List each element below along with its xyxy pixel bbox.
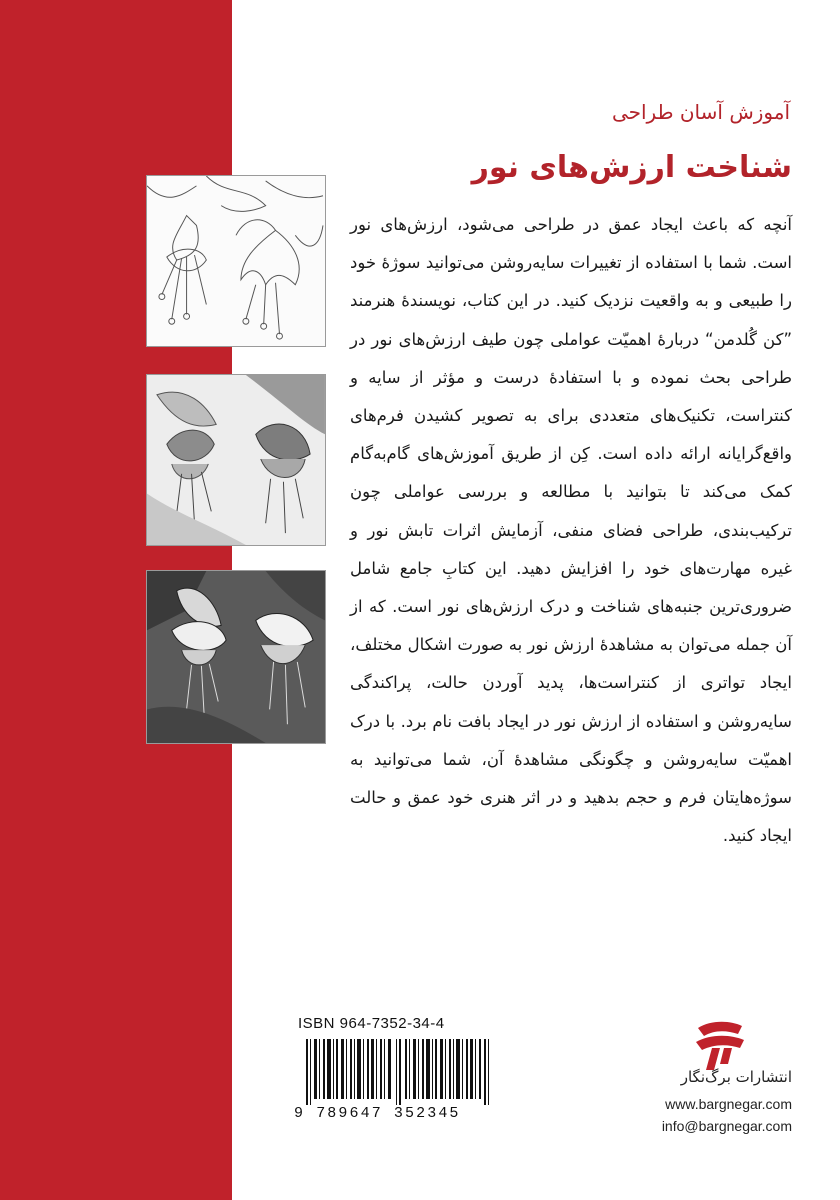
isbn-label: ISBN 964-7352-34-4 xyxy=(298,1015,445,1032)
isbn-barcode xyxy=(294,1015,509,1127)
fuchsia-line-illustration xyxy=(147,176,325,346)
publisher-website[interactable]: www.bargnegar.com xyxy=(665,1096,792,1112)
book-series-subtitle: آموزش آسان طراحی xyxy=(611,100,790,124)
publisher-email[interactable]: info@bargnegar.com xyxy=(661,1118,792,1134)
book-title: شناخت ارزش‌های نور xyxy=(471,150,792,185)
barcode-digits: 9 789647 352345 xyxy=(294,1105,461,1122)
publisher-logo xyxy=(690,1018,750,1074)
publisher-name: انتشارات برگ‌نگار xyxy=(680,1068,792,1086)
sketch-dark-background-fuchsia xyxy=(146,570,326,744)
fuchsia-shaded-illustration xyxy=(147,375,325,545)
sketch-shaded-fuchsia xyxy=(146,374,326,546)
fuchsia-dark-illustration xyxy=(147,571,325,743)
barcode-bars xyxy=(296,1039,506,1105)
back-cover-description: آنچه که باعث ایجاد عمق در طراحی می‌شود، ارزش‌های نور است. شما با استفاده از تغییرات سایه‌روشن می‌توانید سوژهٔ خود را طبیعی و به واقعیت نزدیک کنید. در این کتاب، نویسندهٔ هنرمند ”کن گُلدمن“ دربارهٔ اهمیّت عواملی چون طیف ارزش‌های نور در طراحی بحث نموده و با استفادهٔ درست و مؤثر از سایه و کنتراست، تکنیک‌های متعددی برای به تصویر کشیدن فرم‌های واقع‌گرایانه ارائه داده است. کِن از طریق آموزش‌های گام‌به‌گام کمک می‌کند تا بتوانید با مطالعه و بررسی عواملی چون ترکیب‌بندی، طراحی فضای منفی، آزمایش اثرات تابش نور و غیره مهارت‌های خود را افزایش دهید. این کتابِ جامع شامل ضروری‌ترین جنبه‌های شناخت و درک ارزش‌های نور است. که از آن جمله می‌توان به مشاهدهٔ ارزش نور به صورت اشکال مختلف، ایجاد تواتری از کنتراست‌ها، پدید آوردن حالت، پراکندگی سایه‌روشن و استفاده از ارزش نور در ایجاد بافت نام برد. با درک اهمیّت سایه‌روشن و چگونگی مشاهدهٔ آن، شما می‌توانید به سوژه‌هایتان فرم و حجم بدهید و در اثر هنری خود عمق و حالت ایجاد کنید. xyxy=(350,215,792,846)
sketch-line-drawing-fuchsia xyxy=(146,175,326,347)
